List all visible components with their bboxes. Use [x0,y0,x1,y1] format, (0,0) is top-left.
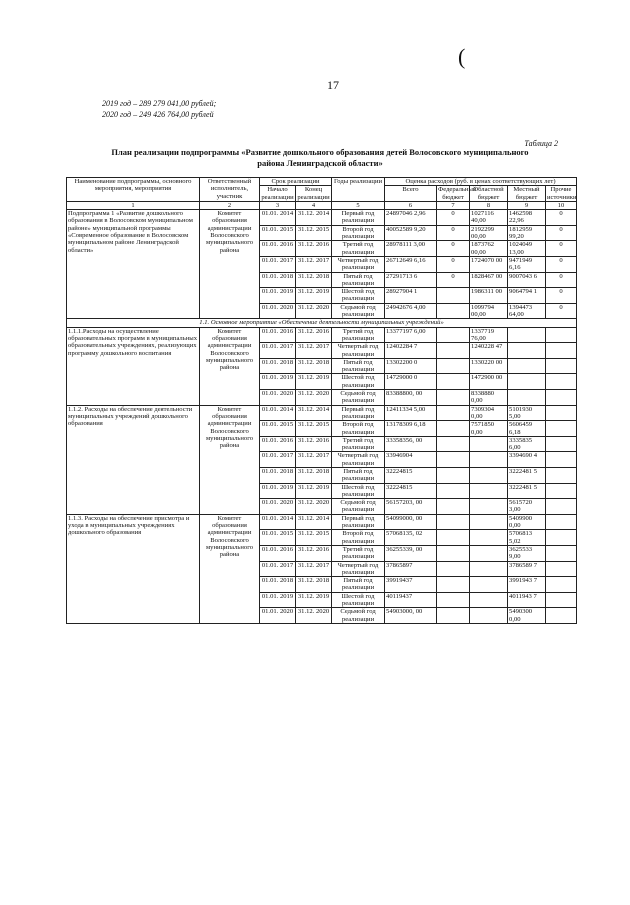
year-label: Шестой год реализации [332,483,385,499]
end-date: 31.12. 2018 [296,577,332,593]
start-date: 01.01. 2016 [260,241,296,257]
start-date: 01.01. 2018 [260,467,296,483]
federal-value [437,545,470,561]
end-date: 31.12. 2018 [296,272,332,288]
plan-table-body [67,210,577,624]
end-date: 31.12. 2019 [296,374,332,390]
year-label: Шестой год реализации [332,592,385,608]
local-value: 3222481 5 [508,467,546,483]
executor: Комитет образования администрации Волосовского муниципального района [200,405,260,514]
start-date: 01.01. 2017 [260,256,296,272]
start-date: 01.01. 2015 [260,225,296,241]
start-date: 01.01. 2020 [260,499,296,515]
regional-value [470,467,508,483]
other-value [546,358,577,374]
federal-value [437,608,470,624]
end-date: 31.12. 2015 [296,421,332,437]
activity-name: 1.1.2. Расходы на обеспечение деятельности муниципальных учреждений дошкольного образования [67,405,200,514]
total-value: 13178309 6,18 [385,421,437,437]
other-value [546,545,577,561]
column-numbers-row [67,201,577,209]
start-date: 01.01. 2020 [260,303,296,319]
header-local: Местный бюджет [508,186,546,202]
federal-value [437,421,470,437]
start-date: 01.01. 2014 [260,210,296,226]
table-row [67,514,577,530]
year-label: Седьмой год реализации [332,608,385,624]
end-date: 31.12. 2019 [296,592,332,608]
end-date: 31.12. 2019 [296,288,332,304]
other-value [546,577,577,593]
year-label: Третий год реализации [332,436,385,452]
start-date: 01.01. 2016 [260,545,296,561]
local-value: 9471949 6,16 [508,256,546,272]
header-total: Всего [385,186,437,202]
regional-value [470,561,508,577]
regional-value: 8338880 0,00 [470,390,508,406]
total-value: 83388800, 00 [385,390,437,406]
header-regional: Областной бюджет [470,186,508,202]
table-row [67,405,577,421]
other-value: 0 [546,272,577,288]
total-value: 56157203, 00 [385,499,437,515]
other-value [546,343,577,359]
year-label: Пятый год реализации [332,577,385,593]
federal-value [437,390,470,406]
column-number: 2 [200,201,260,209]
local-value: 5706813 5,02 [508,530,546,546]
start-date: 01.01. 2016 [260,327,296,343]
header-period: Срок реализации [260,178,332,186]
column-number: 8 [470,201,508,209]
end-date: 31.12. 2015 [296,530,332,546]
year-label: Пятый год реализации [332,358,385,374]
regional-value [470,483,508,499]
local-value [508,390,546,406]
total-value: 54903000, 00 [385,608,437,624]
budget-line-2020: 2020 год – 249 426 764,00 рублей [102,110,214,119]
total-value: 54099000, 00 [385,514,437,530]
year-label: Второй год реализации [332,225,385,241]
year-label: Шестой год реализации [332,374,385,390]
other-value [546,374,577,390]
other-value [546,452,577,468]
regional-value: 1828467 00 [470,272,508,288]
local-value: 3991943 7 [508,577,546,593]
year-label: Четвертый год реализации [332,561,385,577]
total-value: 26712649 6,16 [385,256,437,272]
other-value [546,327,577,343]
total-value: 13302200 0 [385,358,437,374]
total-value: 37865897 [385,561,437,577]
executor: Комитет образования администрации Волосовского муниципального района [200,514,260,623]
federal-value [437,577,470,593]
column-number: 4 [296,201,332,209]
start-date: 01.01. 2018 [260,272,296,288]
federal-value [437,358,470,374]
regional-value: 7571850 0,00 [470,421,508,437]
total-value: 12411334 5,00 [385,405,437,421]
federal-value [437,288,470,304]
header-other: Прочие источники [547,186,577,201]
federal-value [437,561,470,577]
start-date: 01.01. 2017 [260,452,296,468]
start-date: 01.01. 2020 [260,608,296,624]
year-label: Третий год реализации [332,241,385,257]
local-value: 3786589 7 [508,561,546,577]
end-date: 31.12. 2014 [296,405,332,421]
column-number: 9 [508,201,546,209]
federal-value [437,327,470,343]
federal-value: 0 [437,256,470,272]
total-value: 27291713 6 [385,272,437,288]
other-value: 0 [546,225,577,241]
other-value [546,499,577,515]
column-number: 3 [260,201,296,209]
local-value [508,374,546,390]
start-date: 01.01. 2017 [260,343,296,359]
year-label: Четвертый год реализации [332,452,385,468]
local-value: 1024049 13,00 [508,241,546,257]
start-date: 01.01. 2018 [260,577,296,593]
regional-value: 1337719 76,00 [470,327,508,343]
total-value: 33358356, 00 [385,436,437,452]
other-value: 0 [546,210,577,226]
total-value: 13377197 6,00 [385,327,437,343]
local-value: 1394473 64,00 [508,303,546,319]
total-value: 32224815 [385,483,437,499]
local-value: 5409900 0,00 [508,514,546,530]
regional-value: 2192299 00,00 [470,225,508,241]
end-date: 31.12. 2018 [296,467,332,483]
regional-value: 1027116 40,00 [470,210,508,226]
total-value: 32224815 [385,467,437,483]
column-number: 1 [67,201,200,209]
end-date: 31.12. 2016 [296,241,332,257]
end-date: 31.12. 2020 [296,390,332,406]
header-federal: Федеральный бюджет [438,186,477,201]
end-date: 31.12. 2018 [296,358,332,374]
end-date: 31.12. 2016 [296,327,332,343]
header-estimate: Оценка расходов (руб. в ценах соответствующих лет) [385,178,577,186]
regional-value [470,530,508,546]
local-value: 9064794 1 [508,288,546,304]
regional-value [470,514,508,530]
regional-value: 1873762 00,00 [470,241,508,257]
year-label: Третий год реализации [332,327,385,343]
column-number: 7 [437,201,470,209]
total-value: 24897046 2,96 [385,210,437,226]
regional-value: 1099794 00,00 [470,303,508,319]
local-value: 3335835 6,00 [508,436,546,452]
end-date: 31.12. 2017 [296,256,332,272]
other-value [546,561,577,577]
year-label: Второй год реализации [332,530,385,546]
other-value [546,514,577,530]
page-number: 17 [327,78,339,92]
regional-value: 7309304 0,00 [470,405,508,421]
document-title: План реализации подпрограммы «Развитие дошкольного образования детей Волосовского муниципального района Ленинградской области» [111,147,529,168]
start-date: 01.01. 2014 [260,514,296,530]
year-label: Пятый год реализации [332,467,385,483]
local-value: 5101930 5,00 [508,405,546,421]
executor: Комитет образования администрации Волосовского муниципального района [200,210,260,319]
end-date: 31.12. 2020 [296,608,332,624]
other-value: 0 [546,303,577,319]
start-date: 01.01. 2014 [260,405,296,421]
other-value [546,421,577,437]
federal-value [437,499,470,515]
header-name: Наименование подпрограммы, основного мероприятия, мероприятия [67,178,200,202]
year-label: Второй год реализации [332,421,385,437]
local-value: 9007043 6 [508,272,546,288]
local-value: 5490300 0,00 [508,608,546,624]
end-date: 31.12. 2016 [296,545,332,561]
header-executor: Ответственный исполнитель, участник [200,178,260,202]
start-date: 01.01. 2017 [260,561,296,577]
local-value [508,327,546,343]
federal-value [437,514,470,530]
other-value [546,436,577,452]
regional-value [470,436,508,452]
federal-value [437,452,470,468]
plan-table [66,177,577,624]
local-value [508,343,546,359]
total-value: 40052589 9,20 [385,225,437,241]
regional-value: 1240228 47 [470,343,508,359]
end-date: 31.12. 2014 [296,210,332,226]
year-label: Шестой год реализации [332,288,385,304]
start-date: 01.01. 2018 [260,358,296,374]
federal-value [437,405,470,421]
total-value: 28927904 1 [385,288,437,304]
local-value: 5606459 6,18 [508,421,546,437]
end-date: 31.12. 2016 [296,436,332,452]
federal-value [437,592,470,608]
end-date: 31.12. 2017 [296,452,332,468]
federal-value [437,530,470,546]
end-date: 31.12. 2020 [296,303,332,319]
section-title: 1.1. Основное мероприятие «Обеспечение деятельности муниципальных учреждений» [67,319,577,327]
other-value [546,405,577,421]
year-label: Седьмой год реализации [332,499,385,515]
federal-value [437,343,470,359]
regional-value: 1330220 00 [470,358,508,374]
column-number: 6 [385,201,437,209]
local-value: 1812959 99,20 [508,225,546,241]
year-label: Пятый год реализации [332,272,385,288]
regional-value: 1472900 00 [470,374,508,390]
total-value: 57068135, 02 [385,530,437,546]
regional-value [470,592,508,608]
column-number: 10 [546,201,577,209]
other-value [546,483,577,499]
regional-value [470,499,508,515]
other-value: 0 [546,256,577,272]
start-date: 01.01. 2019 [260,592,296,608]
activity-name: Подпрограмма 1 «Развитие дошкольного образования в Волосовском муниципальном районе» муниципальной программы «Современное образование в Волосовском муниципальном районе Ленинградской области» [67,210,200,319]
start-date: 01.01. 2019 [260,288,296,304]
local-value: 3222481 5 [508,483,546,499]
other-value [546,390,577,406]
end-date: 31.12. 2014 [296,514,332,530]
activity-name: 1.1.1.Расходы на осуществление образовательных программ в муниципальных образовательных учреждениях, реализующих программу дошкольного воспитания [67,327,200,405]
local-value [508,358,546,374]
activity-name: 1.1.3. Расходы на обеспечение присмотра и ухода в муниципальных учреждениях дошкольного образования [67,514,200,623]
column-number: 5 [332,201,385,209]
regional-value [470,452,508,468]
local-value: 3625533 9,00 [508,545,546,561]
header-start: Начало реализации [261,186,294,201]
total-value: 28978111 3,00 [385,241,437,257]
total-value: 12402284 7 [385,343,437,359]
other-value [546,592,577,608]
year-label: Четвертый год реализации [332,343,385,359]
total-value: 40119437 [385,592,437,608]
start-date: 01.01. 2020 [260,390,296,406]
federal-value [437,374,470,390]
other-value [546,608,577,624]
start-date: 01.01. 2016 [260,436,296,452]
other-value [546,530,577,546]
regional-value [470,577,508,593]
start-date: 01.01. 2019 [260,483,296,499]
executor: Комитет образования администрации Волосовского муниципального района [200,327,260,405]
start-date: 01.01. 2015 [260,530,296,546]
year-label: Третий год реализации [332,545,385,561]
end-date: 31.12. 2020 [296,499,332,515]
local-value: 1462598 22,96 [508,210,546,226]
federal-value [437,303,470,319]
regional-value [470,545,508,561]
margin-mark: ( [458,44,466,69]
year-label: Первый год реализации [332,405,385,421]
local-value: 3394690 4 [508,452,546,468]
year-label: Первый год реализации [332,514,385,530]
section-row [67,319,577,327]
header-years: Годы реализации [332,178,385,202]
federal-value: 0 [437,210,470,226]
federal-value [437,467,470,483]
total-value: 14729000 0 [385,374,437,390]
total-value: 33946904 [385,452,437,468]
regional-value [470,608,508,624]
table-row [67,210,577,226]
year-label: Четвертый год реализации [332,256,385,272]
other-value: 0 [546,241,577,257]
header-end: Конец реализации [297,186,330,201]
total-value: 39919437 [385,577,437,593]
start-date: 01.01. 2015 [260,421,296,437]
other-value: 0 [546,288,577,304]
total-value: 24942676 4,00 [385,303,437,319]
table-label: Таблица 2 [524,139,558,148]
year-label: Седьмой год реализации [332,390,385,406]
year-label: Первый год реализации [332,210,385,226]
local-value: 5615720 3,00 [508,499,546,515]
start-date: 01.01. 2019 [260,374,296,390]
total-value: 36255339, 00 [385,545,437,561]
end-date: 31.12. 2017 [296,561,332,577]
end-date: 31.12. 2019 [296,483,332,499]
other-value [546,467,577,483]
federal-value: 0 [437,225,470,241]
table-row [67,327,577,343]
end-date: 31.12. 2015 [296,225,332,241]
federal-value [437,483,470,499]
local-value: 4011943 7 [508,592,546,608]
regional-value: 1724070 00 [470,256,508,272]
federal-value: 0 [437,241,470,257]
regional-value: 1986311 00 [470,288,508,304]
budget-line-2019: 2019 год – 289 279 041,00 рублей; [102,99,217,108]
federal-value: 0 [437,272,470,288]
federal-value [437,436,470,452]
end-date: 31.12. 2017 [296,343,332,359]
budget-lines [102,98,216,120]
year-label: Седьмой год реализации [332,303,385,319]
